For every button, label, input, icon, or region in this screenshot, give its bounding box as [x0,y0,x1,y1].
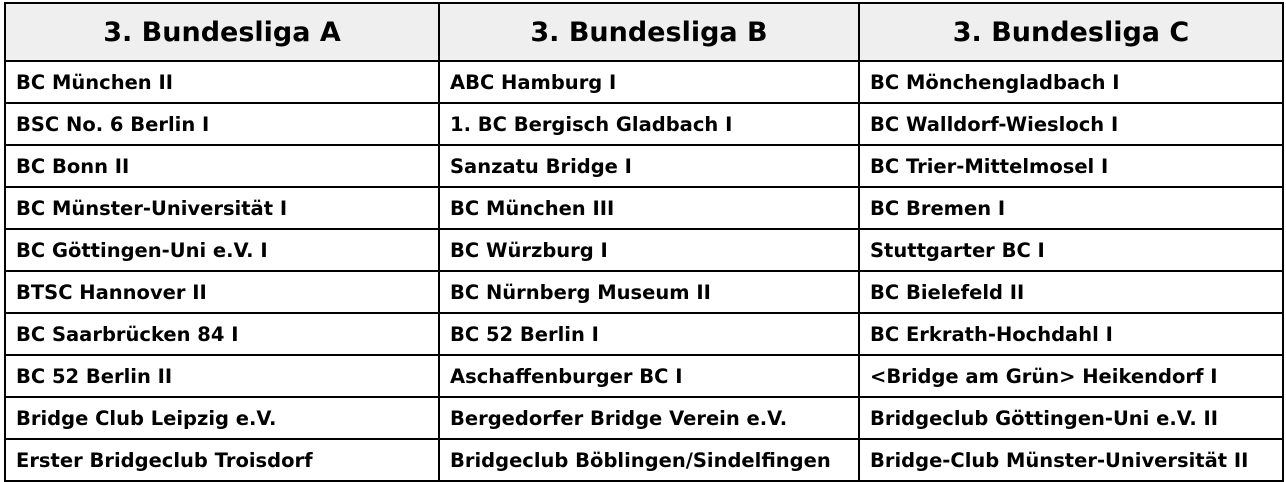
team-cell: BC Bielefeld II [859,271,1283,313]
team-cell: BSC No. 6 Berlin I [5,103,439,145]
table-row [5,271,1283,313]
table-header [5,3,1283,61]
table-row [5,313,1283,355]
team-cell: BC Bremen I [859,187,1283,229]
column-header-liga-b: 3. Bundesliga B [439,3,859,61]
team-cell: Bergedorfer Bridge Verein e.V. [439,397,859,439]
team-cell: BC Würzburg I [439,229,859,271]
team-cell: Bridgeclub Göttingen-Uni e.V. II [859,397,1283,439]
team-cell: BC Nürnberg Museum II [439,271,859,313]
team-cell: BC Göttingen-Uni e.V. I [5,229,439,271]
table-row [5,355,1283,397]
team-cell: Bridgeclub Böblingen/Sindelfingen [439,439,859,481]
table-row [5,145,1283,187]
table-row [5,103,1283,145]
team-cell: BC München II [5,61,439,103]
header-row [5,3,1283,61]
league-table [4,2,1284,482]
team-cell: BTSC Hannover II [5,271,439,313]
table-body [5,61,1283,481]
table-row [5,397,1283,439]
team-cell: Bridge-Club Münster-Universität II [859,439,1283,481]
column-header-liga-a: 3. Bundesliga A [5,3,439,61]
table-row [5,61,1283,103]
team-cell: Aschaffenburger BC I [439,355,859,397]
team-cell: Sanzatu Bridge I [439,145,859,187]
team-cell: 1. BC Bergisch Gladbach I [439,103,859,145]
team-cell: BC Münster-Universität I [5,187,439,229]
table-row [5,439,1283,481]
team-cell: BC 52 Berlin I [439,313,859,355]
team-cell: BC Bonn II [5,145,439,187]
team-cell: <Bridge am Grün> Heikendorf I [859,355,1283,397]
team-cell: Bridge Club Leipzig e.V. [5,397,439,439]
team-cell: BC Trier-Mittelmosel I [859,145,1283,187]
column-header-liga-c: 3. Bundesliga C [859,3,1283,61]
team-cell: BC Erkrath-Hochdahl I [859,313,1283,355]
team-cell: BC Mönchengladbach I [859,61,1283,103]
team-cell: Erster Bridgeclub Troisdorf [5,439,439,481]
team-cell: BC München III [439,187,859,229]
table-row [5,187,1283,229]
team-cell: ABC Hamburg I [439,61,859,103]
team-cell: Stuttgarter BC I [859,229,1283,271]
team-cell: BC Walldorf-Wiesloch I [859,103,1283,145]
table-row [5,229,1283,271]
team-cell: BC Saarbrücken 84 I [5,313,439,355]
team-cell: BC 52 Berlin II [5,355,439,397]
